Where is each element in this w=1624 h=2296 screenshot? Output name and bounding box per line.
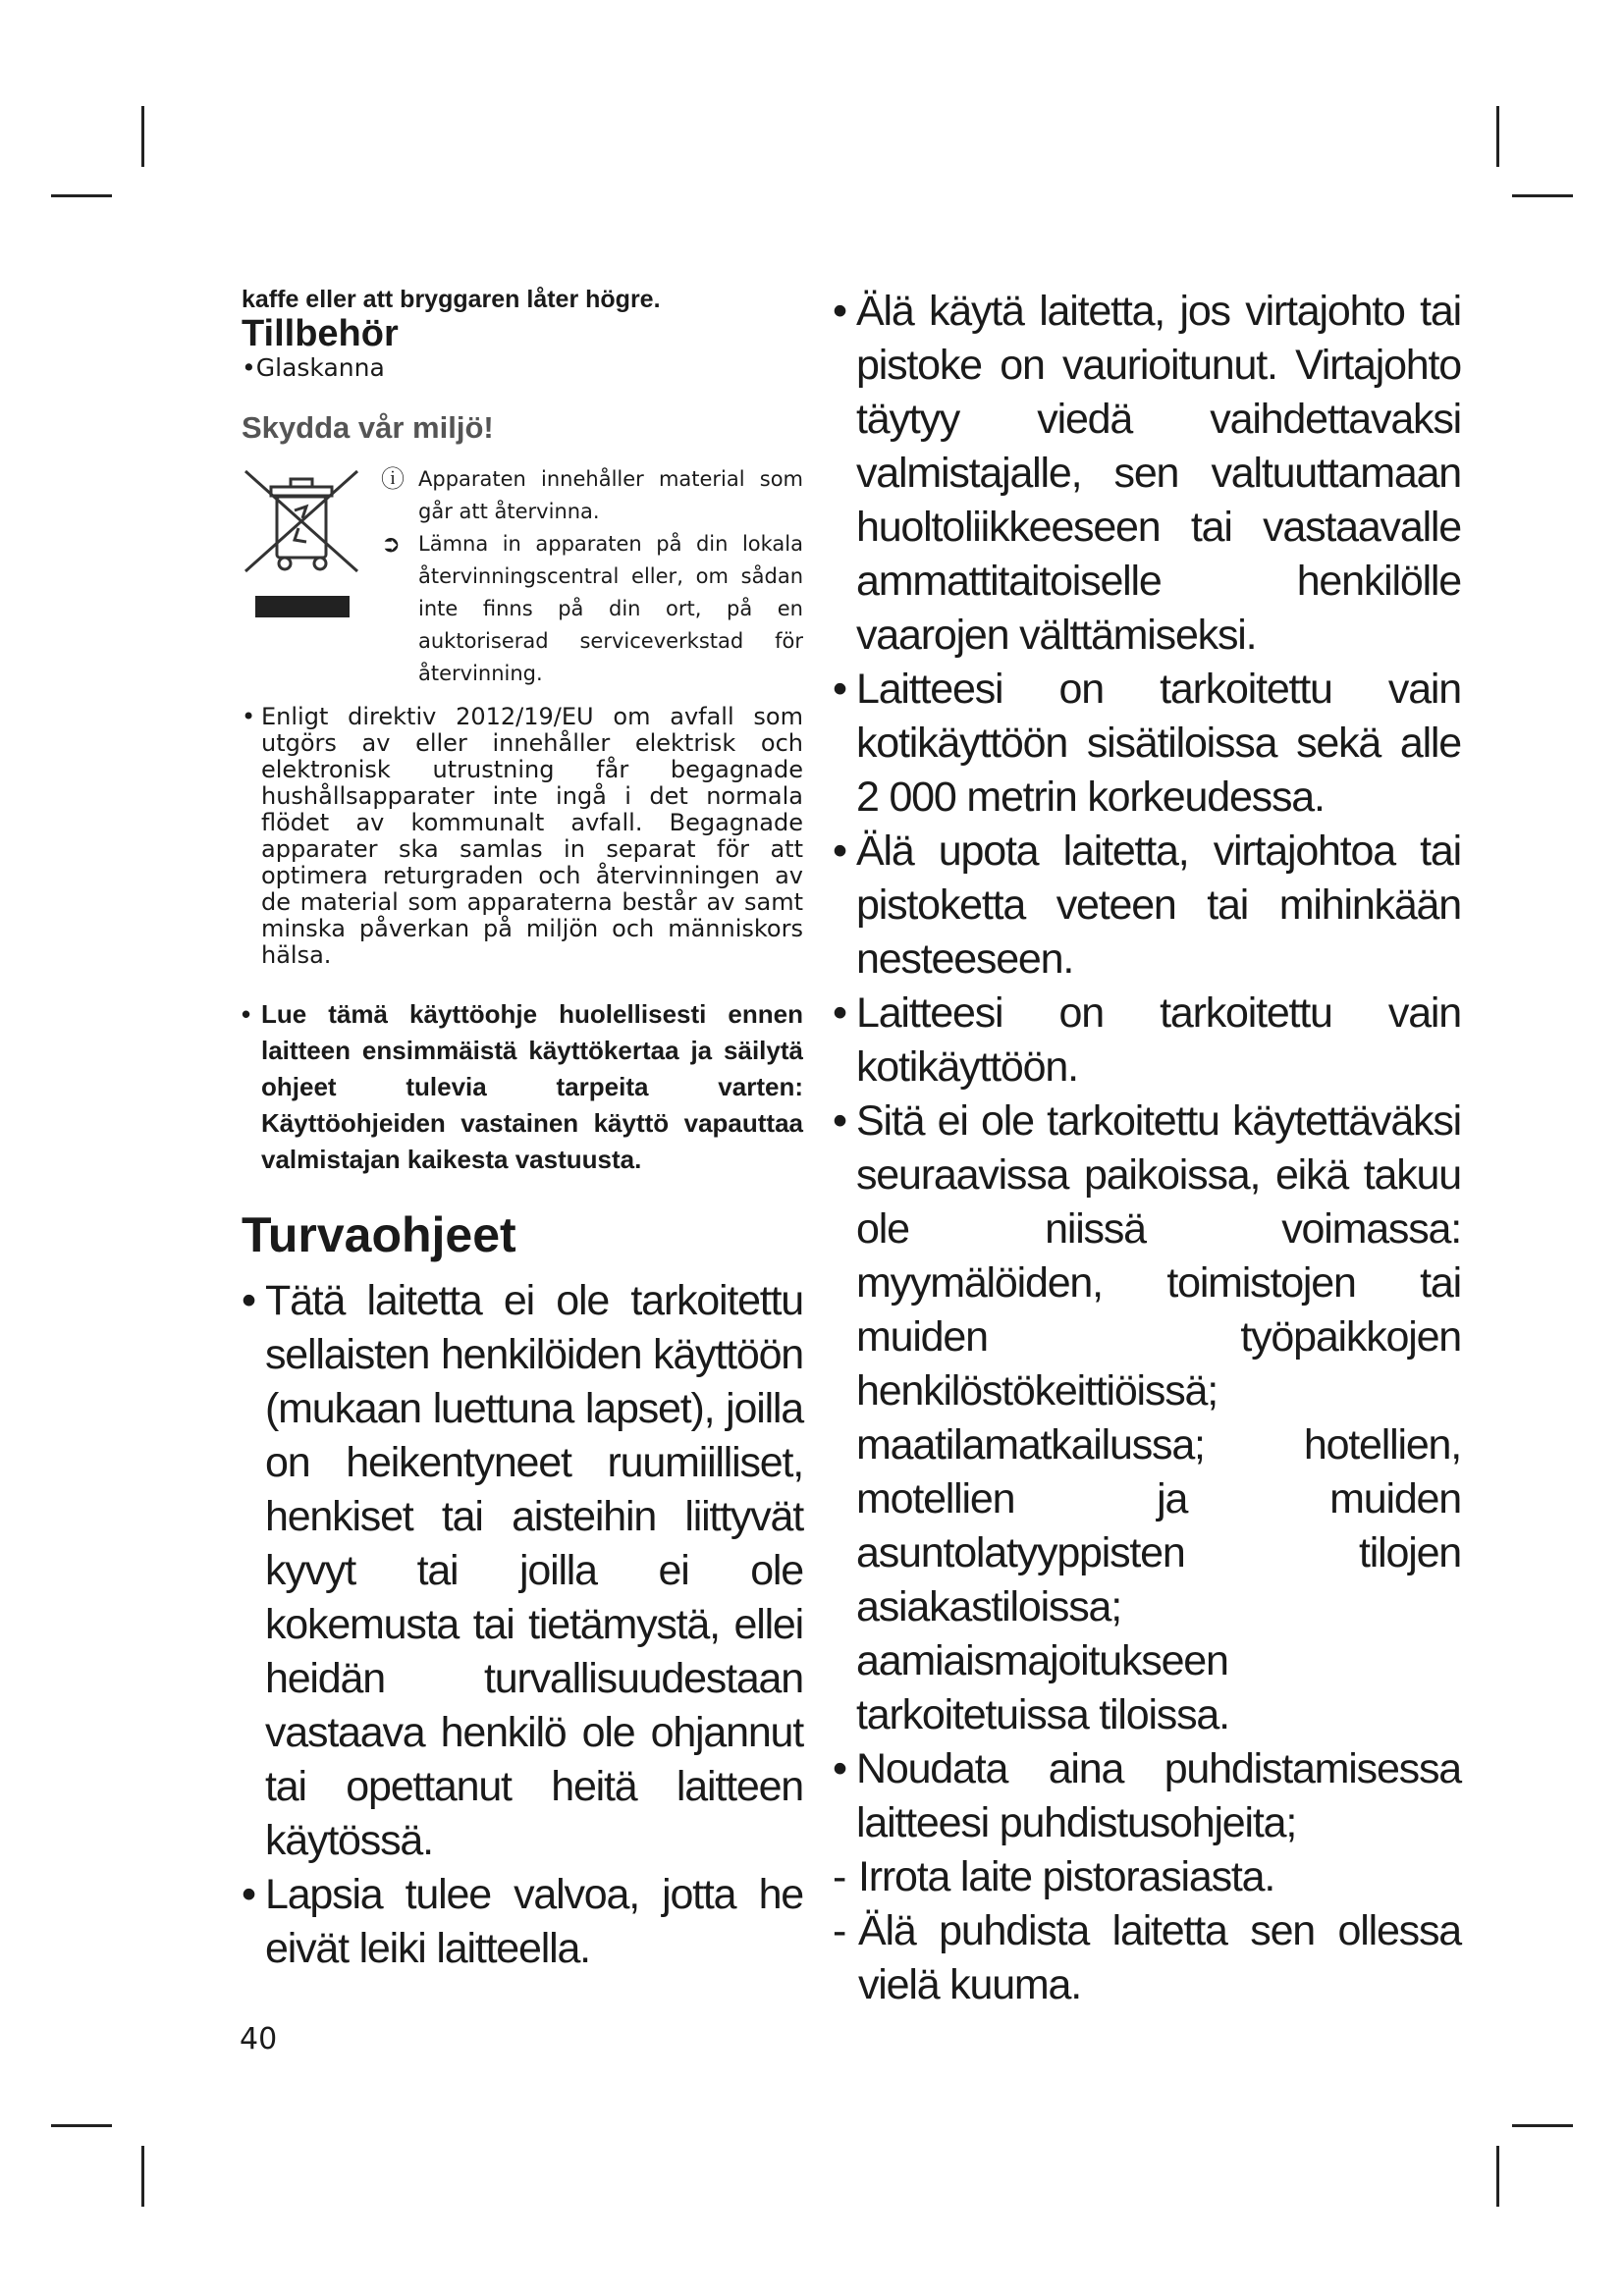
- crop-mark: [51, 2124, 112, 2127]
- recycling-text: [381, 463, 803, 690]
- accessories-heading: Tillbehör: [242, 313, 399, 354]
- safety-heading: Turvaohjeet: [242, 1207, 516, 1262]
- recycle-line-info: Apparaten innehåller material som går att återvinna.: [418, 467, 803, 523]
- list-item: • Noudata aina puhdistamisessa laitteesi puhdistusohjeita;: [833, 1742, 1461, 1850]
- arrow-icon: ➲: [381, 530, 402, 558]
- crop-mark: [1496, 106, 1499, 167]
- safety-list-right: [833, 285, 1461, 2012]
- crop-mark: [1512, 194, 1573, 197]
- accessory-item: •Glaskanna: [242, 353, 385, 382]
- list-item: • Sitä ei ole tarkoitettu käytettäväksi seuraavissa paikoissa, eikä takuu ole niissä voimassa: myymälöiden, toimistojen tai muiden työpaikkojen henkilöstökeittiöissä; maatilamatkailussa; hotellien, motellien ja muiden asuntolatyyppisten tilojen asiakastiloissa; aamiaismajoitukseen tarkoitetuissa tiloissa.: [833, 1095, 1461, 1742]
- list-item: • Laitteesi on tarkoitettu vain kotikäyttöön sisätiloissa sekä alle 2 000 metrin korkeudessa.: [833, 663, 1461, 825]
- list-item: • Älä käytä laitetta, jos virtajohto tai pistoke on vaurioitunut. Virtajohto täytyy viedä vaihdettavaksi valmistajalle, sen valtuuttamaan huoltoliikkeeseen tai vastaavalle ammattitaitoiselle henkilölle vaarojen välttämiseksi.: [833, 285, 1461, 663]
- fi-notice-list: [242, 996, 803, 1178]
- crossed-bin-icon: [242, 463, 363, 690]
- recycle-line-arrow: Lämna in apparaten på din lokala återvinningscentral eller, om sådan inte finns på din ort, på en auktoriserad serviceverkstad för återvinning.: [418, 532, 803, 685]
- crop-mark: [141, 106, 144, 167]
- crop-mark: [1512, 2124, 1573, 2127]
- crop-mark: [51, 194, 112, 197]
- list-item: • Lapsia tulee valvoa, jotta he eivät leiki laitteella.: [242, 1868, 803, 1976]
- list-item: • Älä upota laitetta, virtajohtoa tai pistoketta veteen tai mihinkään nesteeseen.: [833, 825, 1461, 987]
- left-column: [242, 285, 803, 1976]
- safety-list-left: [242, 1274, 803, 1976]
- dash-item: - Älä puhdista laitetta sen ollessa vielä kuuma.: [833, 1904, 1461, 2012]
- dash-item: - Irrota laite pistorasiasta.: [833, 1850, 1461, 1904]
- info-icon: ⓘ: [381, 465, 405, 493]
- right-column: [833, 285, 1461, 2012]
- crop-mark: [141, 2146, 144, 2207]
- continuation-text: kaffe eller att bryggaren låter högre.: [242, 286, 661, 313]
- recycling-section: [242, 463, 803, 690]
- list-item: • Tätä laitetta ei ole tarkoitettu sellaisten henkilöiden käyttöön (mukaan luettuna lapset), joilla on heikentyneet ruumiilliset, henkiset tai aisteihin liittyvät kyvyt tai joilla ei ole kokemusta tai tietämystä, ellei heidän turvallisuudestaan vastaava henkilö ole ohjannut tai opettanut heitä laitteen käytössä.: [242, 1274, 803, 1868]
- fi-notice: • Lue tämä käyttöohje huolellisesti ennen laitteen ensimmäistä käyttökertaa ja säilytä ohjeet tulevia tarpeita varten: Käyttöohjeiden vastainen käyttö vapauttaa valmistajan kaikesta vastuusta.: [242, 996, 803, 1178]
- page-number: 40: [240, 2022, 278, 2056]
- crop-mark: [1496, 2146, 1499, 2207]
- list-item: • Laitteesi on tarkoitettu vain kotikäyttöön.: [833, 987, 1461, 1095]
- directive-text: • Enligt direktiv 2012/19/EU om avfall som utgörs av eller innehåller elektrisk och elektronisk utrustning får begagnade hushållsapparater inte ingå i det normala flödet av kommunalt avfall. Begagnade apparater ska samlas in separat för att optimera returgraden och återvinningen av de material som apparaterna består av samt minska påverkan på miljön och människors hälsa.: [242, 704, 803, 969]
- environment-heading: Skydda vår miljö!: [242, 410, 494, 445]
- directive-list: [242, 704, 803, 969]
